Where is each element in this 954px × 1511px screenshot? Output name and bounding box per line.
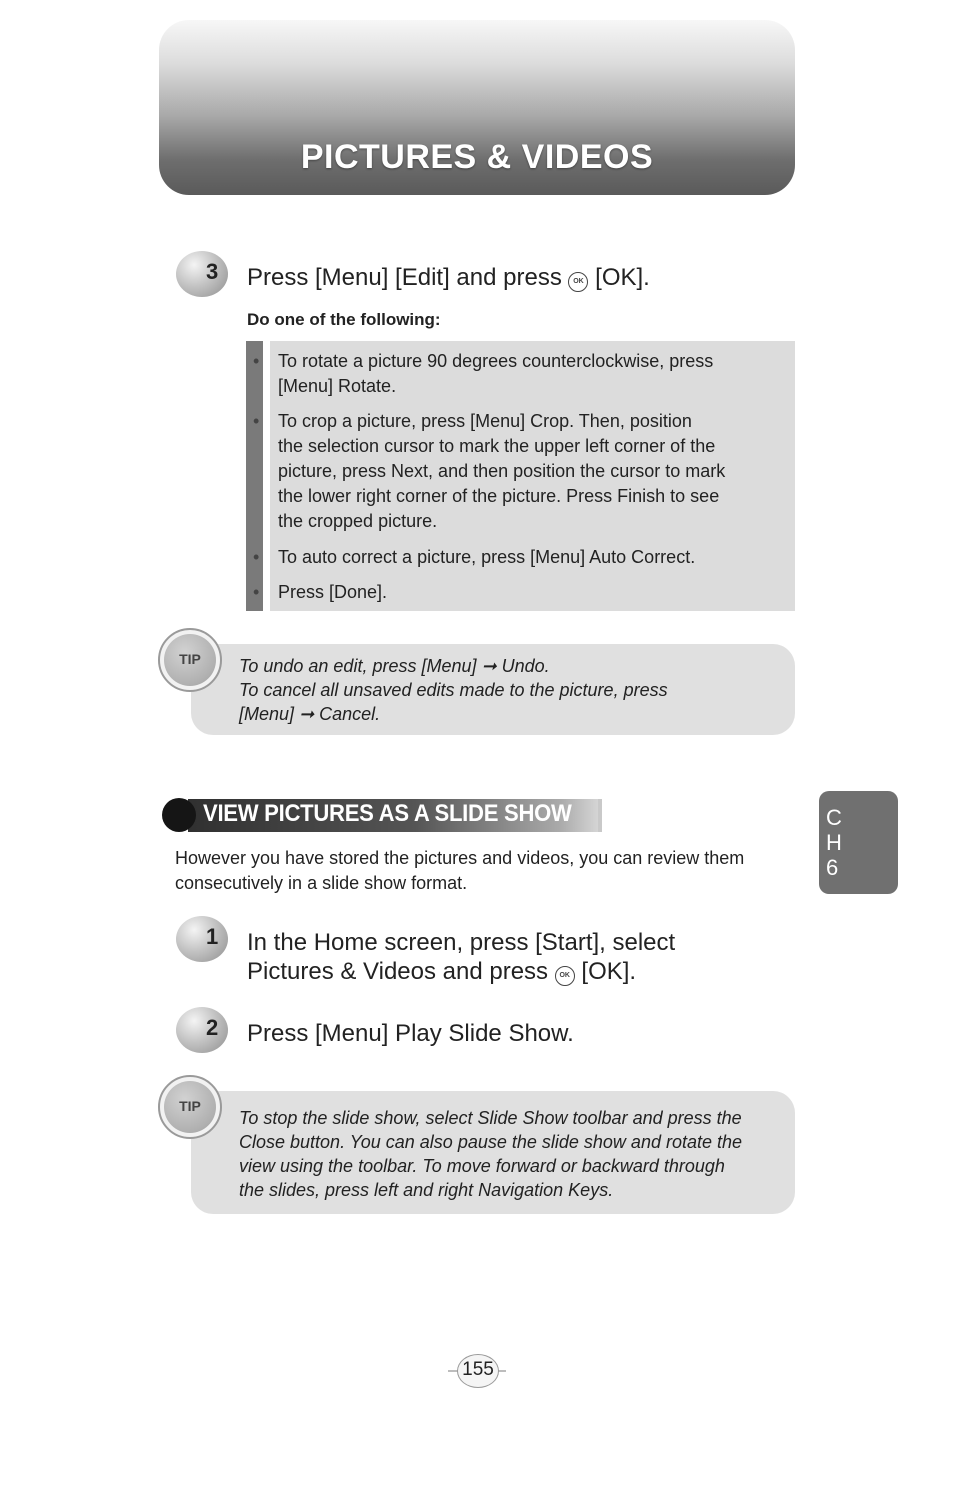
section-intro xyxy=(175,846,805,896)
step-badge xyxy=(176,251,232,297)
tip-line: [Menu] ➞ Cancel. xyxy=(239,704,381,724)
bullet-line: picture, press Next, and then position the cursor to mark xyxy=(278,461,726,481)
chapter-tab-letter: H xyxy=(826,830,842,855)
intro-line: However you have stored the pictures and videos, you can review them xyxy=(175,848,745,868)
bullet-mark: • xyxy=(253,411,260,431)
step-badge-disc xyxy=(176,1007,228,1053)
bullet-line: [Menu] Rotate. xyxy=(278,376,397,396)
tip-label: TIP xyxy=(179,1098,201,1114)
bullet-mark: • xyxy=(253,547,260,567)
step-1-instruction xyxy=(247,928,675,986)
do-one-heading: Do one of the following: xyxy=(247,310,441,329)
bullet-line: To rotate a picture 90 degrees counterclockwise, press xyxy=(278,351,714,371)
bullet-line: the selection cursor to mark the upper left corner of the xyxy=(278,436,716,456)
step-2-instruction: Press [Menu] Play Slide Show. xyxy=(247,1020,574,1047)
bullet-item xyxy=(253,580,783,605)
ok-key-icon: OK xyxy=(555,966,575,986)
tip-line: the slides, press left and right Navigation Keys. xyxy=(239,1180,614,1200)
page-title: PICTURES & VIDEOS xyxy=(300,138,654,176)
bullet-line: To auto correct a picture, press [Menu] Auto Correct. xyxy=(278,547,696,567)
step-1-text: Pictures & Videos and press xyxy=(247,958,549,985)
step-badge xyxy=(176,1007,232,1053)
tip-badge xyxy=(158,1075,222,1139)
intro-line: consecutively in a slide show format. xyxy=(175,873,468,893)
step-number: 2 xyxy=(206,1015,219,1040)
bullet-item xyxy=(253,409,783,534)
step-1-ok-text: [OK]. xyxy=(581,958,637,985)
step-3-text: Press [Menu] [Edit] and press xyxy=(247,264,562,291)
bullet-line: Press [Done]. xyxy=(278,582,388,602)
tip-badge xyxy=(158,628,222,692)
bullet-mark: • xyxy=(253,351,260,371)
chapter-tab-letter: C xyxy=(826,805,842,830)
step-badge xyxy=(176,916,232,962)
tip-line: To undo an edit, press [Menu] ➞ Undo. xyxy=(239,656,550,676)
page-number: 155 xyxy=(462,1359,494,1380)
bullet-line: To crop a picture, press [Menu] Crop. Then, position xyxy=(278,411,692,431)
step-3-instruction xyxy=(247,263,650,292)
bullet-item xyxy=(253,545,783,570)
step-3-ok-text: [OK]. xyxy=(595,264,650,291)
tip-label: TIP xyxy=(179,651,201,667)
section-title: VIEW PICTURES AS A SLIDE SHOW xyxy=(203,800,572,827)
chapter-tab-number: 6 xyxy=(826,855,839,880)
tip-text xyxy=(239,1106,791,1202)
section-bullet-disc xyxy=(162,798,196,832)
step-badge-disc xyxy=(176,251,228,297)
tip-line: Close button. You can also pause the slide show and rotate the xyxy=(239,1132,743,1152)
tip-line: view using the toolbar. To move forward or backward through xyxy=(239,1156,725,1176)
bullet-line: the lower right corner of the picture. Press Finish to see xyxy=(278,486,720,506)
tip-line: To stop the slide show, select Slide Show toolbar and press the xyxy=(239,1108,742,1128)
section-heading-bar-edge xyxy=(598,799,602,832)
bullet-line: the cropped picture. xyxy=(278,511,438,531)
step-badge-disc xyxy=(176,916,228,962)
step-number: 1 xyxy=(206,924,219,949)
tip-text xyxy=(239,654,789,726)
bullet-mark: • xyxy=(253,582,260,602)
bullet-item xyxy=(253,349,783,399)
step-1-line: In the Home screen, press [Start], select xyxy=(247,929,676,956)
step-number: 3 xyxy=(206,259,219,284)
step-1-line-2 xyxy=(247,957,675,986)
tip-line: To cancel all unsaved edits made to the picture, press xyxy=(239,680,668,700)
ok-key-icon: OK xyxy=(568,272,588,292)
